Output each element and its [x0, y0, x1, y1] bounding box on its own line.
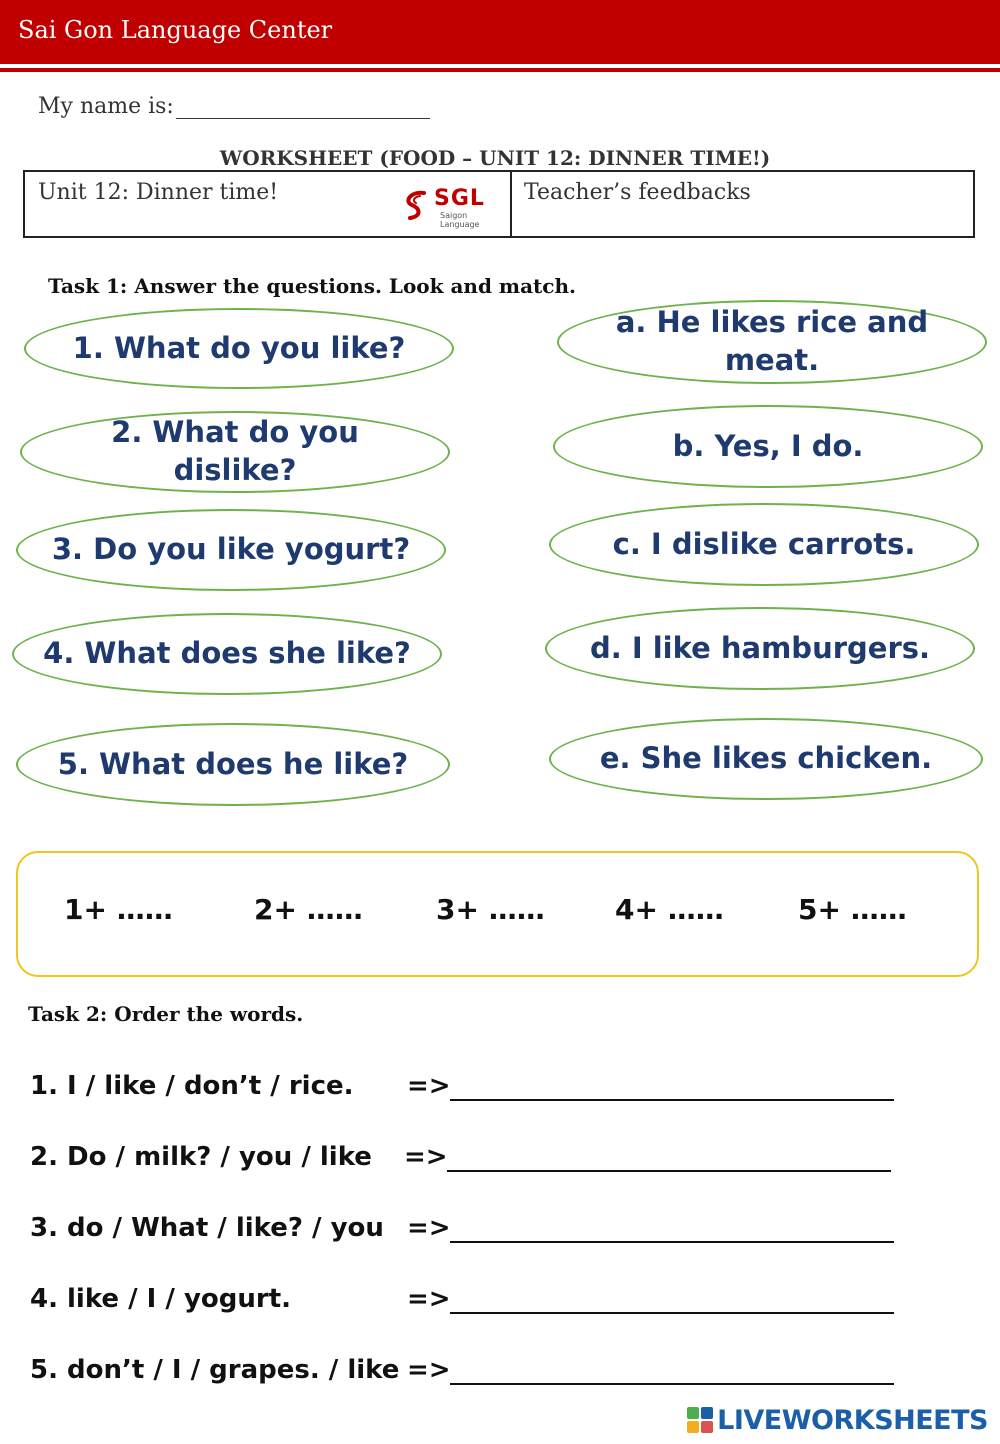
answer-d[interactable]: [545, 607, 975, 690]
header-rule: [0, 68, 1000, 72]
answer-e[interactable]: [549, 718, 983, 800]
order-answer-line-1[interactable]: [450, 1099, 894, 1101]
center-name: Sai Gon Language Center: [18, 16, 333, 44]
question-2-line2: dislike?: [173, 453, 297, 487]
sgl-logo: [400, 184, 500, 229]
order-arrow-4: =>: [407, 1284, 451, 1314]
answer-slot-4[interactable]: 4+ ……: [615, 893, 724, 926]
answer-d-text: d. I like hamburgers.: [589, 630, 931, 665]
sgl-swirl-icon: [400, 188, 434, 222]
order-item-2: 2. Do / milk? / you / like: [30, 1142, 372, 1172]
question-2-line1: 2. What do you: [111, 415, 359, 450]
question-5-text: 5. What does he like?: [57, 746, 409, 781]
answer-b[interactable]: [553, 405, 983, 488]
liveworksheets-icon: [687, 1407, 713, 1433]
order-answer-line-4[interactable]: [450, 1312, 894, 1314]
logo-text: SGL: [434, 186, 485, 211]
name-input-line[interactable]: [176, 96, 430, 119]
order-answer-line-5[interactable]: [450, 1383, 894, 1385]
answer-a[interactable]: [557, 300, 987, 384]
answer-a-line2: meat.: [724, 343, 820, 377]
question-1[interactable]: [24, 308, 454, 389]
answer-a-line1: a. He likes rice and: [615, 305, 929, 340]
name-field: [38, 94, 430, 119]
answer-slot-2[interactable]: 2+ ……: [254, 893, 363, 926]
task1-title: Task 1: Answer the questions. Look and match.: [48, 274, 576, 298]
question-3[interactable]: [16, 509, 446, 591]
order-arrow-3: =>: [407, 1213, 451, 1243]
order-item-1: 1. I / like / don’t / rice.: [30, 1071, 354, 1101]
order-arrow-5: =>: [407, 1355, 451, 1385]
question-4[interactable]: [12, 613, 442, 695]
worksheet-title: WORKSHEET (FOOD – UNIT 12: DINNER TIME!): [219, 146, 771, 170]
answer-slot-1[interactable]: 1+ ……: [64, 893, 173, 926]
order-item-3: 3. do / What / like? / you: [30, 1213, 384, 1243]
header-banner: [0, 0, 1000, 64]
liveworksheets-text: LIVEWORKSHEETS: [717, 1404, 988, 1436]
order-item-5: 5. don’t / I / grapes. / like: [30, 1355, 400, 1385]
order-answer-line-3[interactable]: [450, 1241, 894, 1243]
order-arrow-1: =>: [407, 1071, 451, 1101]
question-3-text: 3. Do you like yogurt?: [51, 532, 411, 567]
unit-label: Unit 12: Dinner time!: [38, 180, 279, 205]
answer-slot-5[interactable]: 5+ ……: [798, 893, 907, 926]
answer-c[interactable]: [549, 503, 979, 586]
order-answer-line-2[interactable]: [447, 1170, 891, 1172]
answer-e-text: e. She likes chicken.: [599, 741, 933, 776]
logo-subtext: Saigon Language: [440, 211, 480, 229]
teacher-feedback-label: Teacher’s feedbacks: [524, 180, 751, 205]
info-box: [23, 170, 975, 238]
answer-c-text: c. I dislike carrots.: [612, 526, 916, 561]
answer-b-text: b. Yes, I do.: [672, 428, 864, 463]
question-5[interactable]: [16, 723, 450, 806]
answer-slot-3[interactable]: 3+ ……: [436, 893, 545, 926]
match-answer-box: [16, 851, 979, 977]
question-2[interactable]: [20, 411, 450, 493]
task2-title: Task 2: Order the words.: [28, 1002, 304, 1026]
question-1-text: 1. What do you like?: [72, 330, 406, 365]
name-label: My name is:: [38, 94, 174, 119]
question-4-text: 4. What does she like?: [43, 636, 411, 671]
info-box-divider: [510, 172, 512, 236]
order-item-4: 4. like / I / yogurt.: [30, 1284, 292, 1314]
order-arrow-2: =>: [404, 1142, 448, 1172]
liveworksheets-logo: [687, 1404, 988, 1436]
